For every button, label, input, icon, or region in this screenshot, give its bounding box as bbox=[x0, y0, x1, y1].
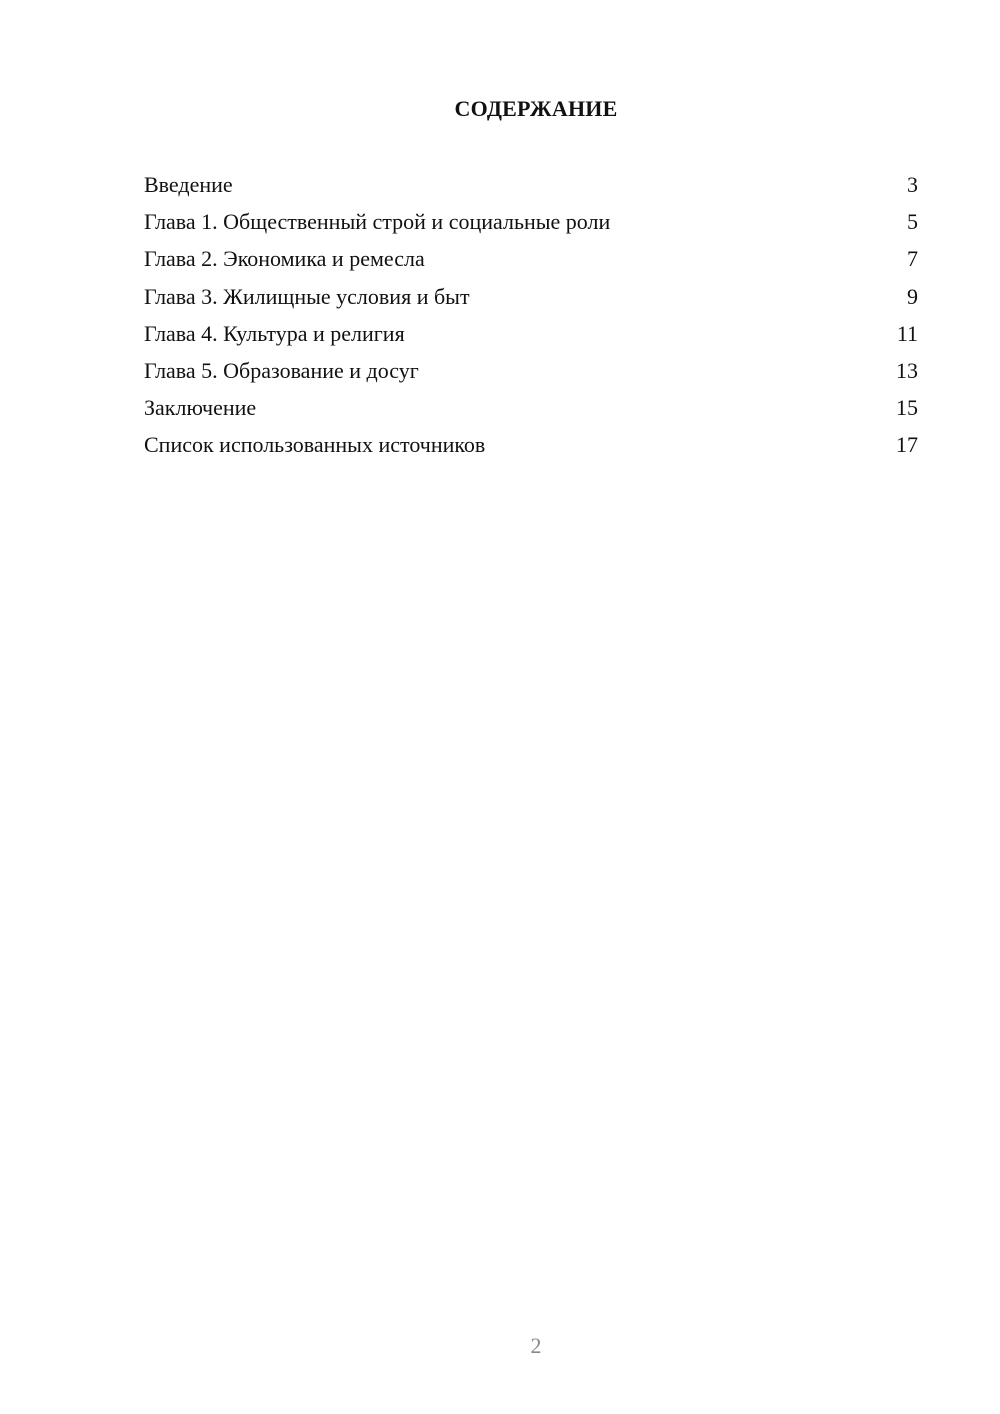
toc-entry bbox=[144, 354, 918, 391]
toc-entry-label: Глава 4. Культура и религия bbox=[144, 320, 405, 346]
toc-entry-label: Заключение bbox=[144, 395, 257, 421]
toc-entry-page: 17 bbox=[896, 432, 918, 458]
toc-entry-label: Список использованных источников bbox=[144, 432, 486, 458]
toc-entry bbox=[144, 317, 918, 354]
toc-entry-page: 13 bbox=[896, 357, 918, 383]
table-of-contents bbox=[144, 168, 918, 466]
toc-entry bbox=[144, 391, 918, 428]
toc-entry-page: 11 bbox=[896, 320, 918, 346]
page-number: 2 bbox=[530, 1333, 542, 1358]
toc-entry bbox=[144, 428, 918, 465]
toc-entry bbox=[144, 205, 918, 242]
toc-entry-label: Глава 5. Образование и досуг bbox=[144, 357, 419, 383]
toc-entry-label: Глава 1. Общественный строй и социальные роли bbox=[144, 209, 611, 235]
toc-entry-page: 3 bbox=[907, 172, 918, 197]
toc-entry-label: Глава 2. Экономика и ремесла bbox=[144, 246, 425, 272]
toc-entry bbox=[144, 242, 918, 279]
toc-entry-page: 9 bbox=[907, 283, 918, 309]
page-title: СОДЕРЖАНИЕ bbox=[454, 96, 618, 121]
toc-entry bbox=[144, 168, 918, 205]
toc-entry-label: Введение bbox=[144, 172, 233, 197]
toc-entry-label: Глава 3. Жилищные условия и быт bbox=[144, 283, 470, 309]
toc-entry-page: 7 bbox=[907, 246, 918, 272]
toc-entry-page: 5 bbox=[907, 209, 918, 235]
toc-entry bbox=[144, 280, 918, 317]
toc-entry-page: 15 bbox=[896, 395, 918, 421]
